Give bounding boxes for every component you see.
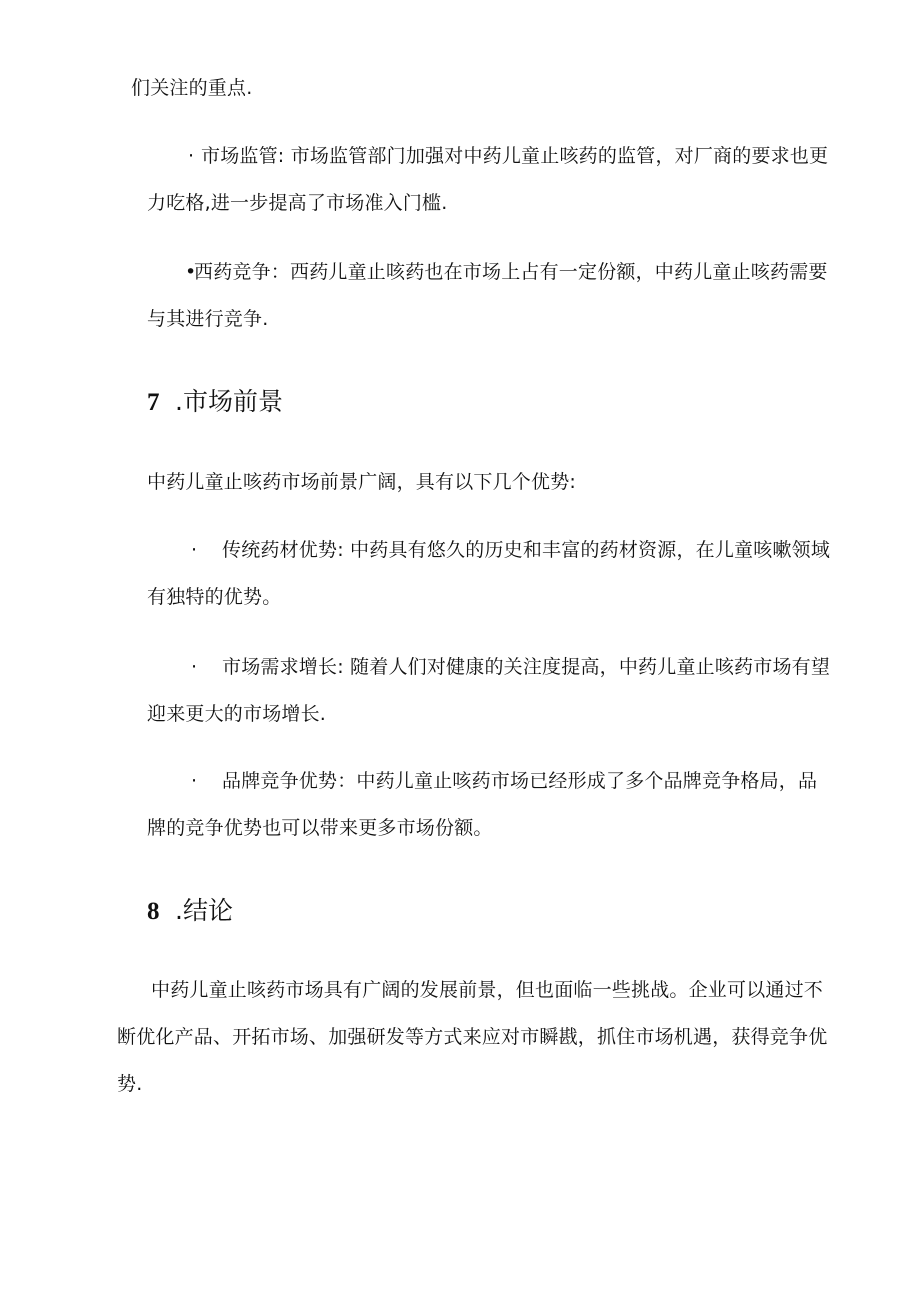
bullet-marker: · xyxy=(191,539,198,561)
bullet-marker: · xyxy=(191,656,198,678)
bullet-marker: · xyxy=(191,770,198,792)
list-item-text: 力吃格,进一步提高了市场准入门槛. xyxy=(147,192,448,214)
paragraph-line: 势. xyxy=(117,1073,143,1095)
list-item-text: 与其进行竞争. xyxy=(147,308,269,330)
list-item-text: 市场监管: 市场监管部门加强对中药儿童止咳药的监管，对厂商的要求也更 xyxy=(201,145,829,167)
list-item-text: 迎来更大的市场增长. xyxy=(147,703,327,725)
section-heading-market-outlook xyxy=(147,387,283,418)
section-title: .市场前景 xyxy=(175,387,283,416)
paragraph-line: 中药儿童止咳药市场具有广阔的发展前景，但也面临一些挑战。企业可以通过不 xyxy=(151,979,824,1001)
section-number: 8 xyxy=(147,898,160,925)
list-item-text: 有独特的优势。 xyxy=(147,586,282,608)
bullet-marker: · xyxy=(188,145,195,167)
section-title: .结论 xyxy=(175,896,233,925)
bullet-marker: • xyxy=(185,261,197,283)
section-number: 7 xyxy=(147,389,160,416)
list-item-text: 传统药材优势: 中药具有悠久的历史和丰富的药材资源，在儿童咳嗽领域 xyxy=(222,539,831,561)
list-item-text: 市场需求增长: 随着人们对健康的关注度提高，中药儿童止咳药市场有望 xyxy=(222,656,831,678)
list-item-text: 品牌竞争优势：中药儿童止咳药市场已经形成了多个品牌竞争格局，品 xyxy=(222,770,818,792)
list-item-text: 牌的竞争优势也可以带来更多市场份额。 xyxy=(147,817,493,839)
section-intro: 中药儿童止咳药市场前景广阔，具有以下几个优势: xyxy=(147,471,577,493)
paragraph-line: 们关注的重点. xyxy=(131,77,253,99)
list-item-text: 西药竞争：西药儿童止咳药也在市场上占有一定份额，中药儿童止咳药需要 xyxy=(194,261,828,283)
section-heading-conclusion xyxy=(147,896,233,927)
paragraph-line: 断优化产品、开拓市场、加强研发等方式来应对市瞬戡，抓住市场机遇，获得竞争优 xyxy=(117,1026,828,1048)
